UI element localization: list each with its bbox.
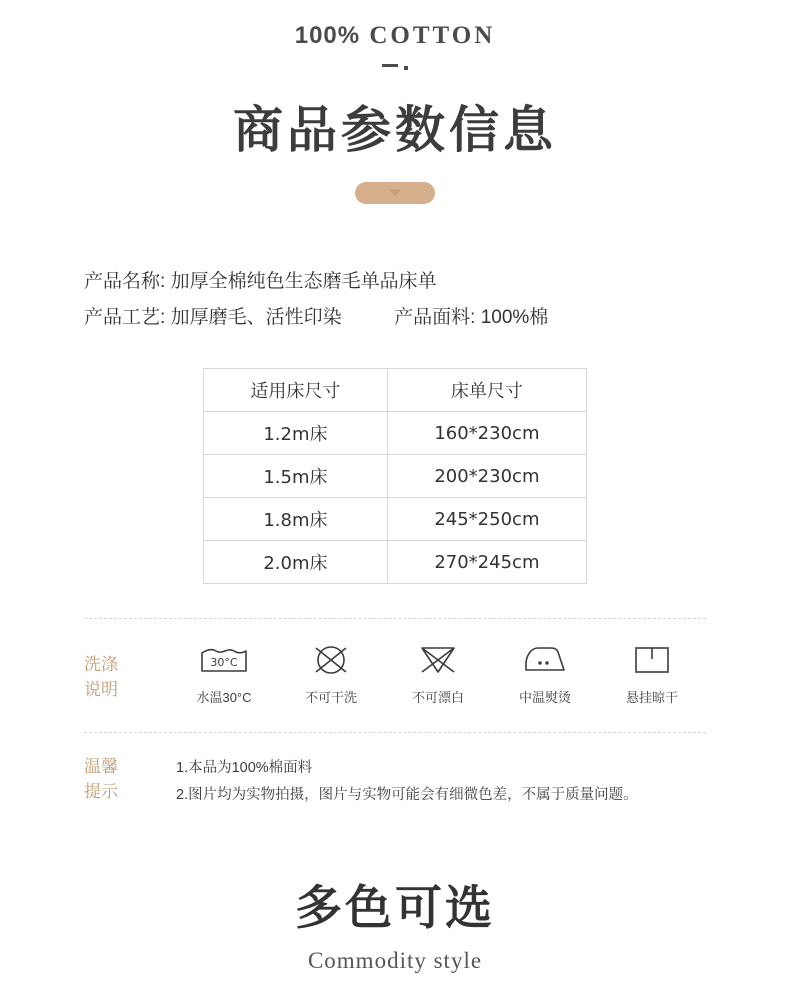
- table-cell-sheet-size: 160*230cm: [387, 412, 586, 455]
- chevron-down-icon: [389, 190, 401, 197]
- table-cell-sheet-size: 270*245cm: [387, 541, 586, 584]
- table-row: [204, 412, 587, 455]
- dash-dot-ornament: [0, 58, 790, 72]
- spec-list: [0, 264, 790, 336]
- spec-row-craft: [84, 300, 790, 336]
- tips-line-2: 2.图片均为实物拍摄，图片与实物可能会有细微色差，不属于质量问题。: [176, 787, 638, 803]
- care-item-iron-medium: [497, 641, 593, 706]
- no-bleach-icon: [390, 641, 486, 679]
- table-cell-bed-size: 1.2m床: [204, 412, 388, 455]
- table-row: [204, 498, 587, 541]
- eyebrow-percent: 100%: [294, 22, 361, 49]
- care-label-line1: 洗涤: [84, 655, 118, 675]
- table-header-row: [204, 369, 587, 412]
- tips-label: [84, 755, 158, 804]
- spec-value-fabric: 100%棉: [480, 307, 549, 329]
- care-item-wash-temp: [176, 641, 272, 706]
- header: [0, 0, 790, 204]
- tips-label-line1: 温馨: [84, 757, 118, 777]
- care-text-wash-temp: 水温30°C: [196, 690, 252, 706]
- care-text-no-bleach: 不可漂白: [411, 690, 464, 706]
- care-item-hang-dry: [604, 641, 700, 706]
- table-cell-bed-size: 1.5m床: [204, 455, 388, 498]
- care-text-no-dryclean: 不可干洗: [304, 690, 357, 706]
- care-text-hang-dry: 悬挂晾干: [625, 690, 678, 706]
- tips-list: [158, 755, 638, 809]
- page-title: 商品参数信息: [233, 101, 557, 159]
- spec-value-product-name: 加厚全棉纯色生态磨毛单品床单: [170, 271, 437, 292]
- dash-ornament: [382, 64, 398, 67]
- footer: [0, 871, 790, 974]
- no-dryclean-icon: [283, 641, 379, 679]
- table-cell-sheet-size: 245*250cm: [387, 498, 586, 541]
- care-icon-list: [158, 641, 706, 706]
- care-label: [84, 641, 158, 702]
- table-header-bed-size: 适用床尺寸: [204, 369, 388, 412]
- eyebrow-text: [0, 22, 790, 50]
- tips-section: [0, 733, 790, 809]
- footer-title-en: Commodity style: [307, 947, 483, 973]
- svg-text:30°C: 30°C: [210, 656, 238, 670]
- spec-row-name: [84, 264, 790, 300]
- eyebrow-word: COTTON: [369, 22, 496, 49]
- iron-medium-icon: [497, 641, 593, 679]
- spec-label-fabric: 产品面料:: [394, 307, 476, 329]
- care-label-line2: 说明: [84, 679, 118, 699]
- tips-label-line2: 提示: [84, 781, 118, 801]
- table-header-sheet-size: 床单尺寸: [387, 369, 586, 412]
- table-cell-bed-size: 2.0m床: [204, 541, 388, 584]
- care-text-iron-medium: 中温熨烫: [518, 690, 571, 706]
- care-item-no-dryclean: [283, 641, 379, 706]
- spec-label-craft: 产品工艺:: [84, 307, 166, 329]
- size-table: [203, 368, 587, 584]
- spec-label-product-name: 产品名称:: [84, 271, 166, 292]
- size-table-wrapper: [203, 368, 587, 584]
- care-item-no-bleach: [390, 641, 486, 706]
- table-row: [204, 455, 587, 498]
- table-cell-bed-size: 1.8m床: [204, 498, 388, 541]
- care-instructions: [0, 619, 790, 706]
- dot-ornament: [404, 66, 408, 70]
- tips-line-1: 1.本品为100%棉面料: [176, 760, 313, 777]
- wash-temp-icon: [176, 641, 272, 679]
- table-cell-sheet-size: 200*230cm: [387, 455, 586, 498]
- hang-dry-icon: [604, 641, 700, 679]
- table-row: [204, 541, 587, 584]
- spec-value-craft: 加厚磨毛、活性印染: [170, 307, 342, 329]
- ribbon-banner: [355, 182, 435, 204]
- footer-title-cn: 多色可选: [295, 880, 495, 936]
